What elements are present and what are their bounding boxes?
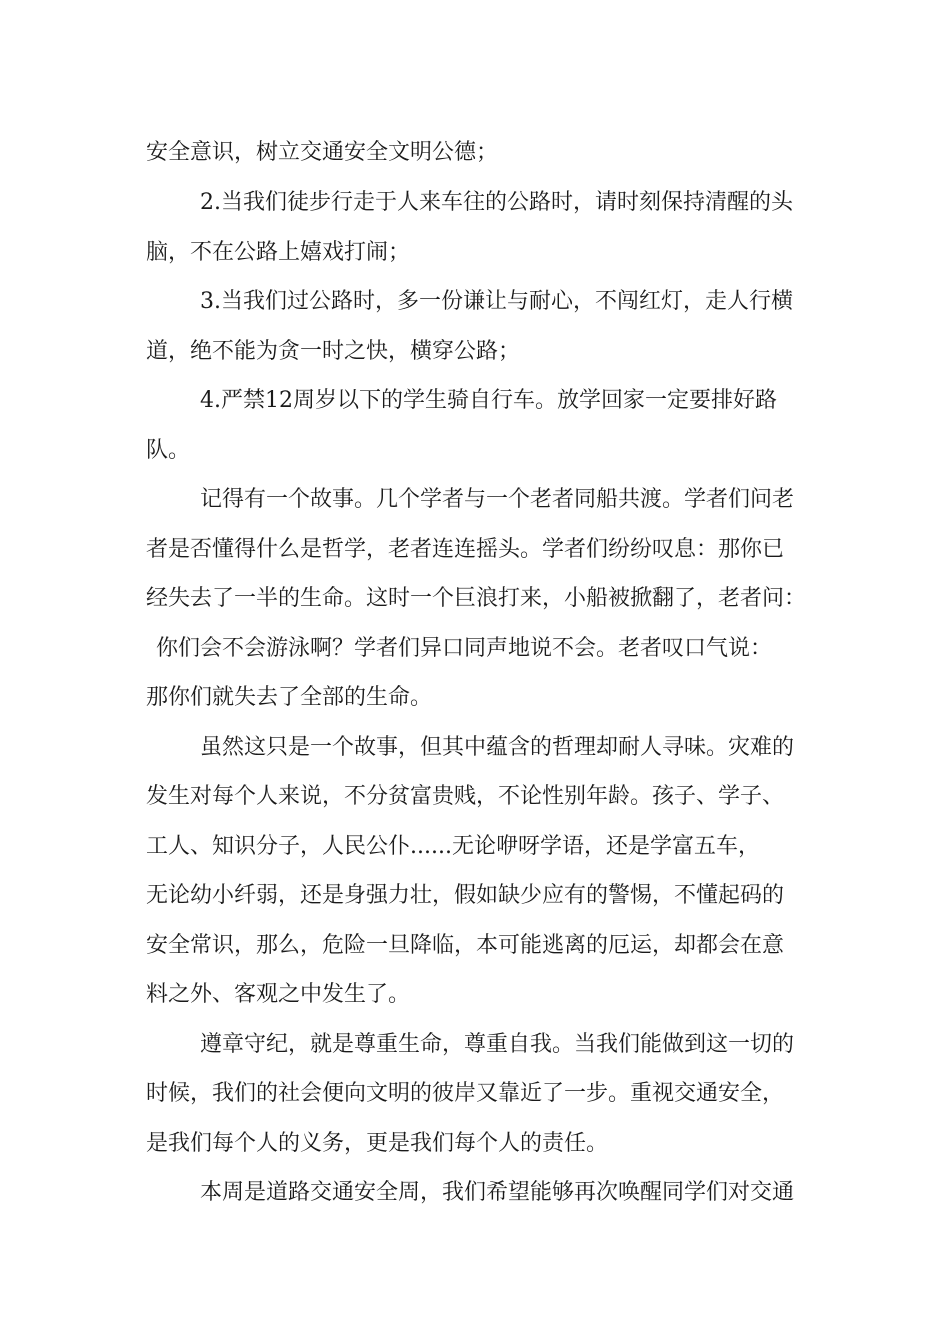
text-line-18: 料之外、客观之中发生了。 bbox=[146, 982, 411, 1007]
text-line-5: 道，绝不能为贪一时之快，横穿公路； bbox=[146, 339, 521, 364]
text-line-3: 脑，不在公路上嬉戏打闹； bbox=[146, 240, 411, 265]
text-line-15: 工人、知识分子，人民公仆......无论咿呀学语，还是学富五车， bbox=[146, 834, 760, 859]
text-line-4: 3.当我们过公路时，多一份谦让与耐心，不闯红灯，走人行横 bbox=[200, 289, 793, 314]
text-line-8: 记得有一个故事。几个学者与一个老者同船共渡。学者们问老 bbox=[200, 487, 795, 512]
text-line-6: 4.严禁12周岁以下的学生骑自行车。放学回家一定要排好路 bbox=[200, 388, 777, 413]
text-line-11: 你们会不会游泳啊？学者们异口同声地说不会。老者叹口气说： bbox=[156, 636, 773, 661]
text-line-17: 安全常识，那么，危险一旦降临，本可能逃离的厄运，却都会在意 bbox=[146, 933, 785, 958]
text-line-19: 遵章守纪，就是尊重生命，尊重自我。当我们能做到这一切的 bbox=[200, 1032, 795, 1057]
text-line-7: 队。 bbox=[146, 438, 191, 463]
text-line-13: 虽然这只是一个故事，但其中蕴含的哲理却耐人寻味。灾难的 bbox=[200, 735, 795, 760]
text-line-22: 本周是道路交通安全周，我们希望能够再次唤醒同学们对交通 bbox=[200, 1180, 795, 1205]
text-line-20: 时候，我们的社会便向文明的彼岸又靠近了一步。重视交通安全， bbox=[146, 1081, 785, 1106]
text-line-1: 安全意识，树立交通安全文明公德； bbox=[146, 140, 499, 165]
text-line-12: 那你们就失去了全部的生命。 bbox=[146, 685, 433, 710]
text-line-21: 是我们每个人的义务，更是我们每个人的责任。 bbox=[146, 1131, 609, 1156]
text-line-2: 2.当我们徒步行走于人来车往的公路时，请时刻保持清醒的头 bbox=[200, 190, 793, 215]
text-line-10: 经失去了一半的生命。这时一个巨浪打来，小船被掀翻了，老者问： bbox=[146, 586, 807, 611]
text-line-16: 无论幼小纤弱，还是身强力壮，假如缺少应有的警惕，不懂起码的 bbox=[146, 883, 785, 908]
text-line-14: 发生对每个人来说，不分贫富贵贱，不论性别年龄。孩子、学子、 bbox=[146, 784, 785, 809]
text-line-9: 者是否懂得什么是哲学，老者连连摇头。学者们纷纷叹息：那你已 bbox=[146, 537, 785, 562]
